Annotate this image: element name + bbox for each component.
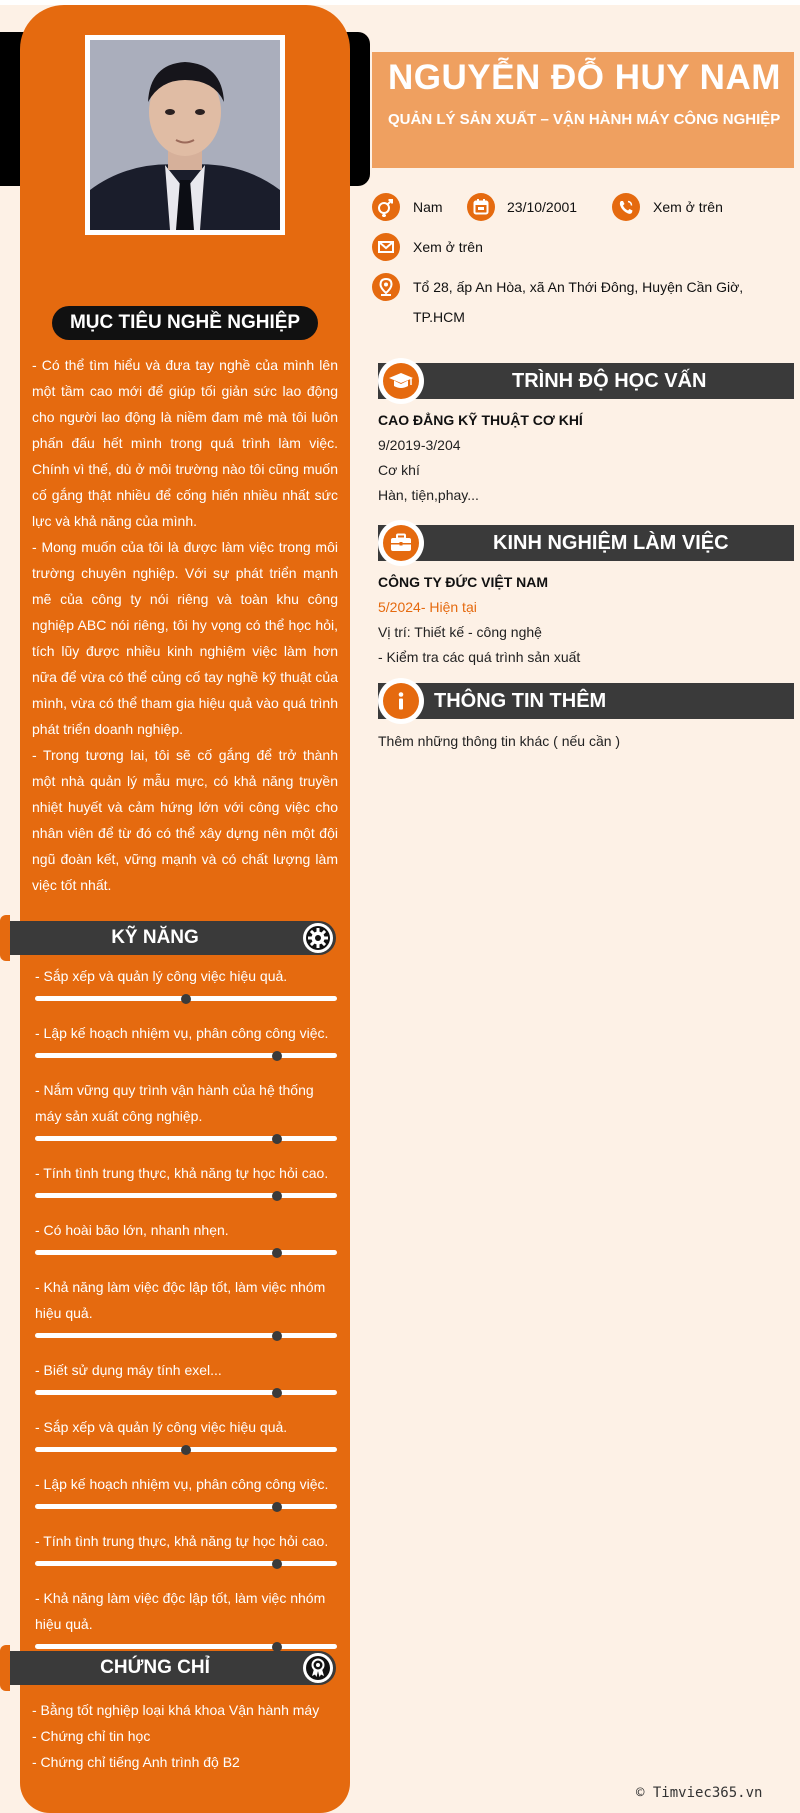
- skill-level-knob: [272, 1388, 282, 1398]
- skill-text: - Sắp xếp và quản lý công việc hiệu quả.: [35, 968, 288, 984]
- skill-item: [35, 1471, 337, 1509]
- certificate-item: - Bằng tốt nghiệp loại khá khoa Vận hành máy: [32, 1702, 320, 1718]
- education-title: TRÌNH ĐỘ HỌC VẤN: [512, 370, 707, 392]
- skill-level-bar: [35, 1561, 337, 1566]
- skill-item: [35, 1020, 337, 1058]
- skills-header: [10, 921, 336, 955]
- experience-content: [378, 570, 788, 670]
- skill-level-knob: [181, 994, 191, 1004]
- objective-paragraph: - Trong tương lai, tôi sẽ cố gắng để trở thành một nhà quản lý mẫu mực, có khả năng truyền nhiệt huyết và cảm hứng lớn với công việc cho nhân viên để từ đó có thể xây dựng nên một đội ngũ đoàn kết, vững mạnh và có chất lượng làm việc tốt nhất.: [32, 747, 338, 893]
- extra-text: Thêm những thông tin khác ( nếu cần ): [378, 733, 621, 749]
- skill-level-bar: [35, 1136, 337, 1141]
- skill-level-bar: [35, 1447, 337, 1452]
- phone-icon: [612, 193, 640, 221]
- experience-role: Vị trí: Thiết kế - công nghệ: [378, 624, 542, 640]
- avatar: [85, 35, 285, 235]
- experience-header: [378, 525, 794, 561]
- dob-text: 23/10/2001: [507, 199, 578, 215]
- education-major: Cơ khí: [378, 462, 420, 478]
- education-school: CAO ĐẲNG KỸ THUẬT CƠ KHÍ: [378, 412, 583, 428]
- skill-item: [35, 1585, 337, 1649]
- skill-item: [35, 1160, 337, 1198]
- email-text: Xem ở trên: [413, 239, 483, 255]
- skill-level-knob: [272, 1134, 282, 1144]
- skill-level-knob: [272, 1051, 282, 1061]
- skill-text: - Khả năng làm việc độc lập tốt, làm việc nhóm hiệu quả.: [35, 1590, 326, 1632]
- footer-credit: © Timviec365.vn: [636, 1785, 763, 1801]
- skill-item: [35, 1077, 337, 1141]
- extra-header: [378, 683, 794, 719]
- header-box: [372, 52, 794, 168]
- skill-level-knob: [272, 1331, 282, 1341]
- skill-item: [35, 1357, 337, 1395]
- certificates-title: CHỨNG CHỈ: [100, 1657, 210, 1678]
- skill-text: - Nắm vững quy trình vận hành của hệ thống máy sản xuất công nghiệp.: [35, 1082, 314, 1124]
- skill-text: - Lập kế hoạch nhiệm vụ, phân công công việc.: [35, 1476, 329, 1492]
- skill-level-bar: [35, 996, 337, 1001]
- objective-title: MỤC TIÊU NGHỀ NGHIỆP: [52, 306, 318, 340]
- skill-level-knob: [272, 1191, 282, 1201]
- skill-level-bar: [35, 1333, 337, 1338]
- skill-text: - Tính tình trung thực, khả năng tự học hỏi cao.: [35, 1533, 329, 1549]
- skill-text: - Có hoài bão lớn, nhanh nhẹn.: [35, 1222, 229, 1238]
- skill-level-knob: [272, 1642, 282, 1652]
- skill-level-knob: [272, 1559, 282, 1569]
- skill-item: [35, 1414, 337, 1452]
- skill-level-bar: [35, 1250, 337, 1255]
- graduation-cap-icon: [383, 363, 419, 399]
- extra-title: THÔNG TIN THÊM: [434, 690, 607, 712]
- skill-text: - Biết sử dụng máy tính exel...: [35, 1362, 222, 1378]
- experience-company: CÔNG TY ĐỨC VIỆT NAM: [378, 574, 549, 590]
- skill-item: [35, 1274, 337, 1338]
- gender-text: Nam: [413, 199, 443, 215]
- skills-title: KỸ NĂNG: [111, 927, 199, 948]
- skill-text: - Tính tình trung thực, khả năng tự học hỏi cao.: [35, 1165, 329, 1181]
- location-icon: [372, 273, 400, 301]
- skill-item: [35, 1217, 337, 1255]
- skill-text: - Khả năng làm việc độc lập tốt, làm việc nhóm hiệu quả.: [35, 1279, 326, 1321]
- education-detail: Hàn, tiện,phay...: [378, 487, 479, 503]
- skill-level-knob: [272, 1502, 282, 1512]
- skill-item: [35, 963, 337, 1001]
- objective-paragraph: - Mong muốn của tôi là được làm việc trong môi trường chuyên nghiệp. Với sự phát triển mạnh mẽ của công ty nói riêng và toàn khu công nghiệp ABC nói riêng, tôi hy vọng có thể học hỏi, tích lũy được nhiều kinh nghiệm việc làm hơn nữa để vừa có thể củng cố tay nghề kỹ thuật của mình, vừa có thể tham gia hiệu quả vào quá trình phát triển doanh nghiệp.: [32, 539, 338, 737]
- address-text: Tổ 28, ấp An Hòa, xã An Thới Đông, Huyện Cần Giờ, TP.HCM: [413, 279, 744, 325]
- phone-text: Xem ở trên: [653, 199, 723, 215]
- skill-level-bar: [35, 1053, 337, 1058]
- calendar-icon: [467, 193, 495, 221]
- skill-text: - Lập kế hoạch nhiệm vụ, phân công công việc.: [35, 1025, 329, 1041]
- skill-level-bar: [35, 1390, 337, 1395]
- certificates-list: [32, 1697, 338, 1775]
- experience-title: KINH NGHIỆM LÀM VIỆC: [493, 532, 729, 554]
- certificate-item: - Chứng chỉ tiếng Anh trình độ B2: [32, 1754, 240, 1770]
- gear-icon: [303, 923, 333, 953]
- experience-period: 5/2024- Hiện tại: [378, 599, 477, 615]
- objective-text: [32, 352, 338, 898]
- education-period: 9/2019-3/204: [378, 437, 461, 453]
- skill-level-knob: [181, 1445, 191, 1455]
- skill-level-knob: [272, 1248, 282, 1258]
- certificate-item: - Chứng chỉ tin học: [32, 1728, 151, 1744]
- candidate-position: QUẢN LÝ SẢN XUẤT – VẬN HÀNH MÁY CÔNG NGHIỆP: [388, 111, 781, 128]
- briefcase-icon: [383, 525, 419, 561]
- skill-level-bar: [35, 1644, 337, 1649]
- skills-list: [35, 963, 337, 1668]
- certificates-header: [10, 1651, 336, 1685]
- profile-photo: [90, 40, 280, 230]
- candidate-name: NGUYỄN ĐỖ HUY NAM: [388, 58, 781, 97]
- education-content: [378, 408, 788, 508]
- experience-task: - Kiểm tra các quá trình sản xuất: [378, 649, 581, 665]
- extra-content: [378, 729, 788, 754]
- skill-text: - Sắp xếp và quản lý công việc hiệu quả.: [35, 1419, 288, 1435]
- education-header: [378, 363, 794, 399]
- objective-paragraph: - Có thể tìm hiểu và đưa tay nghề của mình lên một tầm cao mới để giúp tối giản sức lao động cho người lao động là niềm đam mê mà tôi luôn phấn đấu hết mình trong quá trình làm việc. Chính vì thế, dù ở môi trường nào tôi cũng muốn cố gắng thật nhiều để cống hiến nhiều nhất sức lực và khả năng của mình.: [32, 357, 338, 529]
- skill-level-bar: [35, 1504, 337, 1509]
- skill-item: [35, 1528, 337, 1566]
- email-icon: [372, 233, 400, 261]
- award-icon: [303, 1653, 333, 1683]
- info-icon: [383, 683, 419, 719]
- skill-level-bar: [35, 1193, 337, 1198]
- gender-icon: [372, 193, 400, 221]
